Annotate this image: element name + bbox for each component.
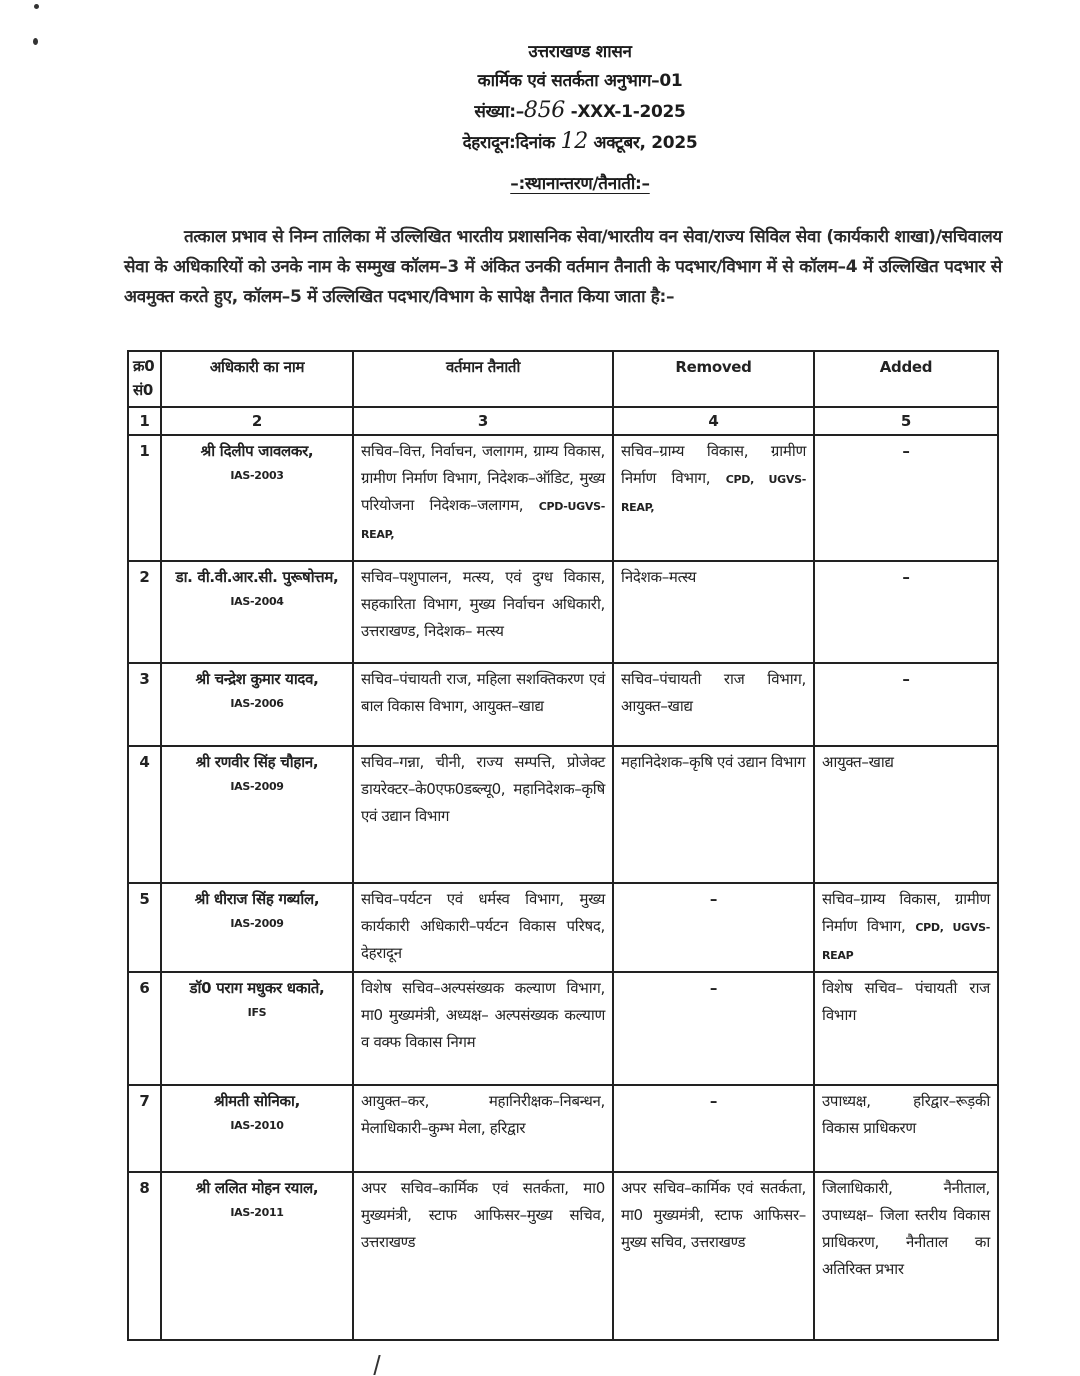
removed-posting: – bbox=[613, 883, 814, 972]
officer-name-text: डा. वी.वी.आर.सी. पुरूषोत्तम, bbox=[175, 568, 339, 586]
current-posting-extra: CPD-UGVS-REAP, bbox=[361, 500, 606, 541]
removed-posting: निदेशक–मत्स्य bbox=[613, 561, 814, 663]
scan-speck bbox=[33, 38, 38, 45]
transfer-table bbox=[127, 350, 999, 1341]
officer-service: IAS-2009 bbox=[230, 917, 284, 930]
removed-posting-text: सचिव–ग्राम्य विकास, ग्रामीण निर्माण विभाग, bbox=[621, 442, 806, 487]
removed-posting bbox=[613, 435, 814, 561]
added-posting: विशेष सचिव– पंचायती राज विभाग bbox=[814, 972, 998, 1085]
added-posting-text: सचिव–ग्राम्य विकास, ग्रामीण निर्माण विभाग, bbox=[822, 890, 990, 935]
added-posting: – bbox=[814, 561, 998, 663]
added-posting: – bbox=[814, 663, 998, 746]
officer-service: IFS bbox=[247, 1006, 267, 1019]
serial-number: 4 bbox=[128, 746, 161, 883]
current-posting: विशेष सचिव–अल्पसंख्यक कल्याण विभाग, मा0 मुख्यमंत्री, अध्यक्ष– अल्पसंख्यक कल्याण व वक्फ विकास निगम bbox=[353, 972, 613, 1085]
order-date-suffix: अक्टूबर, 2025 bbox=[587, 133, 698, 153]
officer-name bbox=[161, 561, 353, 663]
table-row bbox=[128, 1172, 998, 1340]
officer-service: IAS-2009 bbox=[230, 780, 284, 793]
table-row bbox=[128, 561, 998, 663]
serial-number: 1 bbox=[128, 435, 161, 561]
current-posting: आयुक्त–कर, महानिरीक्षक–निबन्धन, मेलाधिकारी–कुम्भ मेला, हरिद्वार bbox=[353, 1085, 613, 1172]
serial-number: 2 bbox=[128, 561, 161, 663]
header-serial-number: क्र0 सं0 bbox=[128, 351, 161, 407]
current-posting: अपर सचिव–कार्मिक एवं सतर्कता, मा0 मुख्यमंत्री, स्टाफ आफिसर–मुख्य सचिव, उत्तराखण्ड bbox=[353, 1172, 613, 1340]
order-date bbox=[300, 127, 860, 158]
order-date-handwritten: 12 bbox=[560, 129, 588, 154]
officer-name-text: डॉ0 पराग मधुकर धकाते, bbox=[189, 979, 325, 997]
order-subject: –:स्थानान्तरण/तैनाती:– bbox=[510, 174, 650, 194]
officer-name-text: श्री धीराज सिंह गर्ब्याल, bbox=[194, 890, 320, 908]
officer-name bbox=[161, 1085, 353, 1172]
officer-name-text: श्रीमती सोनिका, bbox=[213, 1092, 301, 1110]
column-number: 3 bbox=[353, 407, 613, 435]
officer-name bbox=[161, 435, 353, 561]
column-number: 2 bbox=[161, 407, 353, 435]
order-paragraph: तत्काल प्रभाव से निम्न तालिका में उल्लिखित भारतीय प्रशासनिक सेवा/भारतीय वन सेवा/राज्य सिविल सेवा (कार्यकारी शाखा)/सचिवालय सेवा के अधिकारियों को उनके नाम के सम्मुख कॉलम–3 में अंकित उनकी वर्तमान तैनाती के पदभार/विभाग में से कॉलम–4 में उल्लिखित पदभार से अवमुक्त करते हुए, कॉलम–5 में उल्लिखित पदभार/विभाग के सापेक्ष तैनात किया जाता है:– bbox=[124, 227, 1002, 307]
officer-service: IAS-2011 bbox=[230, 1206, 284, 1219]
added-posting: उपाध्यक्ष, हरिद्वार–रूड़की विकास प्राधिकरण bbox=[814, 1085, 998, 1172]
column-number: 5 bbox=[814, 407, 998, 435]
officer-service: IAS-2004 bbox=[230, 595, 284, 608]
header-current-posting: वर्तमान तैनाती bbox=[353, 351, 613, 407]
added-posting bbox=[814, 883, 998, 972]
officer-name bbox=[161, 1172, 353, 1340]
serial-number: 5 bbox=[128, 883, 161, 972]
current-posting: सचिव–गन्ना, चीनी, राज्य सम्पत्ति, प्रोजेक्ट डायरेक्टर–के0एफ0डब्ल्यू0, महानिदेशक–कृषि एवं उद्यान विभाग bbox=[353, 746, 613, 883]
added-posting: जिलाधिकारी, नैनीताल, उपाध्यक्ष– जिला स्तरीय विकास प्राधिकरण, नैनीताल का अतिरिक्त प्रभार bbox=[814, 1172, 998, 1340]
order-number-handwritten: 856 bbox=[523, 98, 565, 123]
added-posting-extra: CPD, UGVS-REAP bbox=[822, 921, 990, 962]
government-name: उत्तराखण्ड शासन bbox=[528, 42, 632, 62]
current-posting-text: सचिव–वित्त, निर्वाचन, जलागम, ग्राम्य विकास, ग्रामीण निर्माण विभाग, निदेशक–ऑडिट, मुख्य परियोजना निदेशक–जलागम, bbox=[361, 442, 605, 514]
officer-name-text: श्री चन्द्रेश कुमार यादव, bbox=[195, 670, 319, 688]
officer-name bbox=[161, 972, 353, 1085]
table-row bbox=[128, 883, 998, 972]
column-number: 4 bbox=[613, 407, 814, 435]
handwritten-mark bbox=[365, 1355, 380, 1375]
column-number-row bbox=[128, 407, 998, 435]
removed-posting-extra: CPD, UGVS-REAP, bbox=[621, 473, 806, 514]
officer-name-text: श्री रणवीर सिंह चौहान, bbox=[195, 753, 319, 771]
officer-name-text: श्री ललित मोहन रयाल, bbox=[195, 1179, 319, 1197]
table-row bbox=[128, 746, 998, 883]
officer-name bbox=[161, 663, 353, 746]
officer-name bbox=[161, 883, 353, 972]
removed-posting: सचिव–पंचायती राज विभाग, आयुक्त–खाद्य bbox=[613, 663, 814, 746]
officer-service: IAS-2006 bbox=[230, 697, 284, 710]
header-removed: Removed bbox=[613, 351, 814, 407]
added-posting: आयुक्त–खाद्य bbox=[814, 746, 998, 883]
removed-posting: अपर सचिव–कार्मिक एवं सतर्कता, मा0 मुख्यमंत्री, स्टाफ आफिसर–मुख्य सचिव, उत्तराखण्ड bbox=[613, 1172, 814, 1340]
order-number bbox=[300, 96, 860, 127]
table-row bbox=[128, 1085, 998, 1172]
order-date-prefix: देहरादून:दिनांक bbox=[462, 133, 561, 153]
officer-service: IAS-2003 bbox=[230, 469, 284, 482]
current-posting bbox=[353, 435, 613, 561]
table-row bbox=[128, 972, 998, 1085]
order-number-prefix: संख्या:– bbox=[474, 102, 524, 122]
added-posting: – bbox=[814, 435, 998, 561]
order-number-suffix: -XXX-1-2025 bbox=[565, 102, 686, 122]
officer-name-text: श्री दिलीप जावलकर, bbox=[200, 442, 314, 460]
current-posting: सचिव–पर्यटन एवं धर्मस्व विभाग, मुख्य कार्यकारी अधिकारी–पर्यटन विकास परिषद, देहरादून bbox=[353, 883, 613, 972]
officer-service: IAS-2010 bbox=[230, 1119, 284, 1132]
current-posting: सचिव–पशुपालन, मत्स्य, एवं दुग्ध विकास, सहकारिता विभाग, मुख्य निर्वाचन अधिकारी, उत्तराखण्ड, निदेशक– मत्स्य bbox=[353, 561, 613, 663]
officer-name bbox=[161, 746, 353, 883]
header-officer-name: अधिकारी का नाम bbox=[161, 351, 353, 407]
table-header-row bbox=[128, 351, 998, 407]
removed-posting: – bbox=[613, 1085, 814, 1172]
department-section: कार्मिक एवं सतर्कता अनुभाग–01 bbox=[477, 71, 683, 91]
removed-posting: – bbox=[613, 972, 814, 1085]
document-header bbox=[300, 38, 860, 199]
scan-speck bbox=[34, 4, 39, 9]
serial-number: 3 bbox=[128, 663, 161, 746]
serial-number: 6 bbox=[128, 972, 161, 1085]
table-row bbox=[128, 663, 998, 746]
removed-posting: महानिदेशक–कृषि एवं उद्यान विभाग bbox=[613, 746, 814, 883]
serial-number: 7 bbox=[128, 1085, 161, 1172]
table-row bbox=[128, 435, 998, 561]
serial-number: 8 bbox=[128, 1172, 161, 1340]
current-posting: सचिव–पंचायती राज, महिला सशक्तिकरण एवं बाल विकास विभाग, आयुक्त–खाद्य bbox=[353, 663, 613, 746]
column-number: 1 bbox=[128, 407, 161, 435]
header-added: Added bbox=[814, 351, 998, 407]
